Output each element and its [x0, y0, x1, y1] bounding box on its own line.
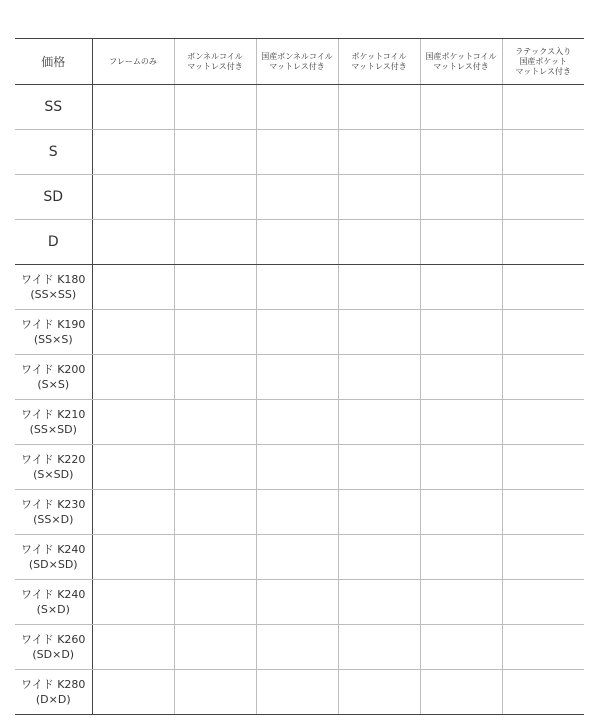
price-cell	[174, 625, 256, 670]
column-header-line: 国産ポケットコイル	[425, 51, 497, 61]
row-header-wide-name: ワイド K210	[21, 408, 86, 421]
price-cell	[256, 355, 338, 400]
price-cell	[92, 670, 174, 715]
price-cell	[174, 670, 256, 715]
price-cell	[338, 580, 420, 625]
column-header-bonnell	[174, 39, 256, 85]
price-cell	[92, 580, 174, 625]
price-cell	[256, 670, 338, 715]
price-cell	[174, 175, 256, 220]
price-cell	[420, 535, 502, 580]
price-cell	[338, 310, 420, 355]
wide-row	[15, 670, 584, 715]
price-cell	[420, 265, 502, 310]
price-cell	[420, 400, 502, 445]
price-cell	[92, 445, 174, 490]
row-header-wide-combo: (SD×D)	[32, 648, 75, 661]
column-header-line: マットレス付き	[187, 61, 243, 71]
price-cell	[338, 625, 420, 670]
price-cell	[502, 400, 584, 445]
price-cell	[502, 490, 584, 535]
wide-row	[15, 310, 584, 355]
row-header-wide	[15, 400, 92, 445]
price-cell	[420, 490, 502, 535]
price-cell	[92, 625, 174, 670]
column-header-line: ボンネルコイル	[187, 51, 243, 61]
size-row	[15, 175, 584, 220]
wide-row	[15, 355, 584, 400]
price-cell	[256, 130, 338, 175]
price-cell	[174, 85, 256, 130]
row-header-wide	[15, 625, 92, 670]
price-cell	[92, 535, 174, 580]
price-cell	[420, 355, 502, 400]
column-header-line: 国産ボンネルコイル	[261, 51, 333, 61]
row-header-wide	[15, 670, 92, 715]
price-cell	[420, 310, 502, 355]
price-cell	[256, 580, 338, 625]
price-cell	[502, 445, 584, 490]
row-header-wide-combo: (SS×SS)	[30, 288, 77, 301]
column-header-pocket	[338, 39, 420, 85]
row-header-wide-name: ワイド K280	[21, 678, 86, 691]
price-cell	[338, 535, 420, 580]
price-cell	[256, 220, 338, 265]
row-header-wide	[15, 490, 92, 535]
price-cell	[502, 220, 584, 265]
row-header-wide	[15, 445, 92, 490]
price-cell	[338, 400, 420, 445]
row-header-wide-name: ワイド K240	[21, 588, 86, 601]
price-cell	[502, 265, 584, 310]
row-header-wide-name: ワイド K230	[21, 498, 86, 511]
price-cell	[174, 580, 256, 625]
price-cell	[256, 175, 338, 220]
price-cell	[256, 490, 338, 535]
price-cell	[420, 625, 502, 670]
price-cell	[92, 85, 174, 130]
row-header-wide-name: ワイド K220	[21, 453, 86, 466]
price-cell	[92, 355, 174, 400]
row-header-wide-name: ワイド K180	[21, 273, 86, 286]
row-header-size: SS	[15, 85, 92, 130]
row-header-size: S	[15, 130, 92, 175]
wide-row	[15, 535, 584, 580]
price-cell	[92, 130, 174, 175]
row-header-wide	[15, 580, 92, 625]
price-cell	[92, 220, 174, 265]
wide-row	[15, 580, 584, 625]
row-header-wide-combo: (S×D)	[36, 603, 70, 616]
price-cell	[502, 355, 584, 400]
wide-row	[15, 625, 584, 670]
price-cell	[502, 175, 584, 220]
price-cell	[338, 265, 420, 310]
price-table	[15, 38, 584, 715]
row-header-wide-combo: (S×SD)	[33, 468, 74, 481]
price-cell	[338, 355, 420, 400]
price-cell	[256, 535, 338, 580]
size-row	[15, 220, 584, 265]
price-cell	[174, 355, 256, 400]
row-header-wide	[15, 265, 92, 310]
price-cell	[338, 85, 420, 130]
price-cell	[256, 400, 338, 445]
price-cell	[256, 445, 338, 490]
wide-row	[15, 445, 584, 490]
row-header-wide	[15, 310, 92, 355]
column-header-domestic-bonnell	[256, 39, 338, 85]
price-cell	[92, 265, 174, 310]
price-cell	[420, 85, 502, 130]
price-cell	[174, 130, 256, 175]
price-cell	[174, 220, 256, 265]
price-cell	[420, 670, 502, 715]
price-cell	[338, 445, 420, 490]
header-row	[15, 39, 584, 85]
column-header-latex-pocket	[502, 39, 584, 85]
column-header-frame-only	[92, 39, 174, 85]
price-cell	[502, 130, 584, 175]
corner-header: 価格	[15, 39, 92, 85]
price-cell	[174, 400, 256, 445]
price-cell	[502, 625, 584, 670]
row-header-size: D	[15, 220, 92, 265]
row-header-wide-name: ワイド K260	[21, 633, 86, 646]
price-cell	[338, 130, 420, 175]
price-cell	[174, 535, 256, 580]
row-header-wide-name: ワイド K240	[21, 543, 86, 556]
column-header-line: ラテックス入り	[515, 46, 572, 56]
row-header-wide	[15, 355, 92, 400]
price-cell	[338, 175, 420, 220]
row-header-wide-combo: (SD×SD)	[28, 558, 78, 571]
price-cell	[174, 310, 256, 355]
price-cell	[256, 265, 338, 310]
price-cell	[420, 130, 502, 175]
wide-row	[15, 490, 584, 535]
price-cell	[92, 310, 174, 355]
price-cell	[502, 580, 584, 625]
price-cell	[92, 175, 174, 220]
column-header-line: ポケットコイル	[351, 51, 407, 61]
price-cell	[420, 220, 502, 265]
column-header-line: マットレス付き	[351, 61, 407, 71]
row-header-size: SD	[15, 175, 92, 220]
column-header-line: マットレス付き	[269, 61, 325, 71]
price-cell	[92, 400, 174, 445]
row-header-wide	[15, 535, 92, 580]
size-row	[15, 85, 584, 130]
price-cell	[420, 175, 502, 220]
price-cell	[256, 625, 338, 670]
column-header-line: フレームのみ	[109, 56, 157, 66]
price-cell	[174, 265, 256, 310]
column-header-line: 国産ポケット	[519, 56, 568, 66]
price-cell	[420, 445, 502, 490]
price-cell	[338, 670, 420, 715]
column-header-domestic-pocket	[420, 39, 502, 85]
price-cell	[256, 310, 338, 355]
price-cell	[502, 670, 584, 715]
wide-row	[15, 400, 584, 445]
price-cell	[92, 490, 174, 535]
row-header-wide-combo: (SS×D)	[33, 513, 74, 526]
wide-row	[15, 265, 584, 310]
price-cell	[420, 580, 502, 625]
column-header-line: マットレス付き	[433, 61, 489, 71]
row-header-wide-name: ワイド K190	[21, 318, 86, 331]
price-cell	[502, 85, 584, 130]
price-cell	[174, 445, 256, 490]
row-header-wide-name: ワイド K200	[21, 363, 86, 376]
row-header-wide-combo: (D×D)	[35, 693, 71, 706]
price-cell	[502, 310, 584, 355]
column-header-line: マットレス付き	[515, 66, 571, 76]
price-cell	[338, 220, 420, 265]
price-cell	[338, 490, 420, 535]
size-row	[15, 130, 584, 175]
price-cell	[174, 490, 256, 535]
row-header-wide-combo: (SS×S)	[33, 333, 73, 346]
row-header-wide-combo: (SS×SD)	[29, 423, 77, 436]
price-cell	[502, 535, 584, 580]
price-cell	[256, 85, 338, 130]
row-header-wide-combo: (S×S)	[37, 378, 70, 391]
